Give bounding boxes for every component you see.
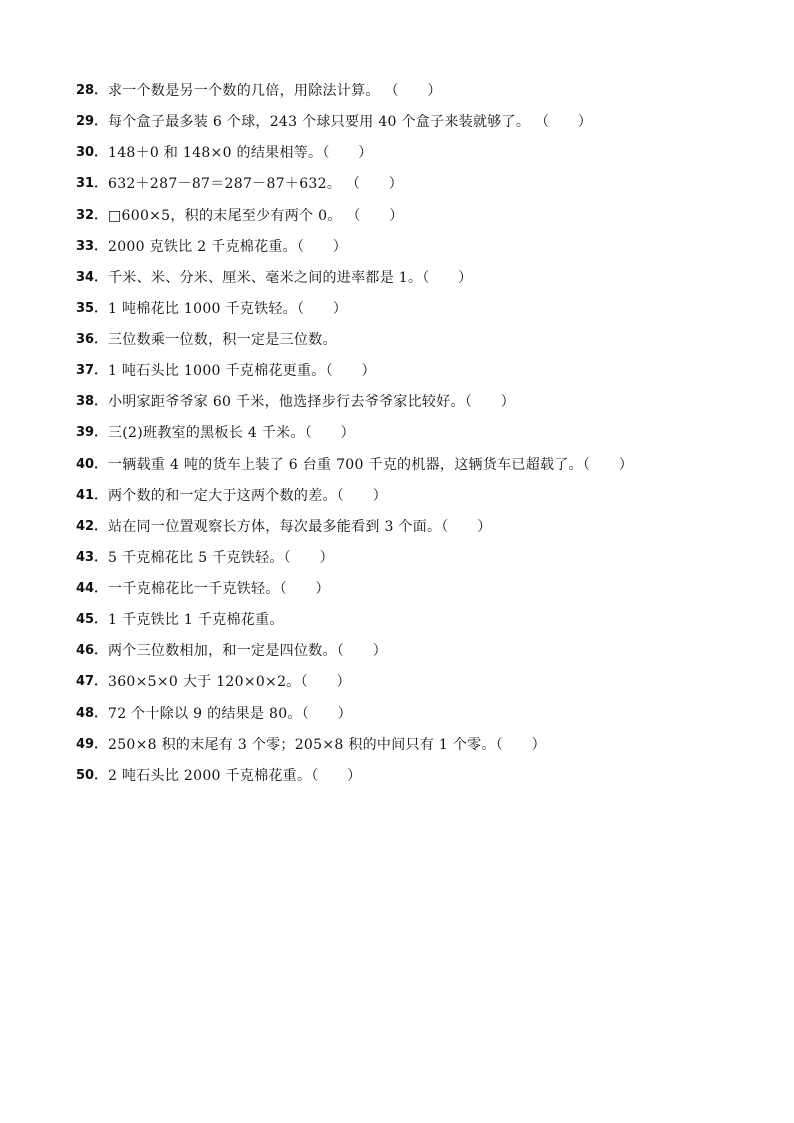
question-item bbox=[76, 141, 756, 172]
question-number: 48． bbox=[76, 705, 108, 721]
question-text: 千米、米、分米、厘米、毫米之间的进率都是 1。（ ） bbox=[108, 269, 473, 286]
question-item bbox=[76, 359, 756, 390]
question-item bbox=[76, 204, 756, 235]
question-item bbox=[76, 110, 756, 141]
question-text: 5 千克棉花比 5 千克铁轻。（ ） bbox=[108, 549, 334, 566]
question-number: 30． bbox=[76, 145, 108, 161]
question-item bbox=[76, 266, 756, 297]
question-number: 34． bbox=[76, 269, 108, 285]
question-number: 41． bbox=[76, 487, 108, 503]
question-text: 每个盒子最多装 6 个球，243 个球只要用 40 个盒子来装就够了。 （ ） bbox=[108, 114, 593, 131]
question-text: 三位数乘一位数，积一定是三位数。 bbox=[108, 332, 337, 348]
question-number: 36． bbox=[76, 332, 108, 347]
question-text: 360×5×0 大于 120×0×2。（ ） bbox=[108, 674, 351, 691]
question-text: 两个三位数相加，和一定是四位数。（ ） bbox=[108, 643, 387, 660]
question-number: 45． bbox=[76, 612, 108, 628]
question-item bbox=[76, 639, 756, 670]
question-text: 小明家距爷爷家 60 千米，他选择步行去爷爷家比较好。（ ） bbox=[108, 394, 516, 411]
question-item bbox=[76, 328, 756, 359]
question-number: 43． bbox=[76, 549, 108, 565]
question-number: 46． bbox=[76, 643, 108, 659]
question-text: 一辆载重 4 吨的货车上装了 6 台重 700 千克的机器，这辆货车已超载了。（ ） bbox=[108, 456, 634, 473]
question-item bbox=[76, 453, 756, 484]
question-number: 44． bbox=[76, 581, 108, 596]
question-text: □600×5，积的末尾至少有两个 0。 （ ） bbox=[108, 207, 404, 224]
question-text: 1 吨棉花比 1000 千克铁轻。（ ） bbox=[108, 300, 348, 317]
question-text: 两个数的和一定大于这两个数的差。（ ） bbox=[108, 487, 387, 504]
question-text: 求一个数是另一个数的几倍，用除法计算。 （ ） bbox=[108, 83, 442, 99]
question-item bbox=[76, 484, 756, 515]
question-text: 1 千克铁比 1 千克棉花重。 bbox=[108, 612, 284, 629]
question-text: 一千克棉花比一千克铁轻。（ ） bbox=[108, 581, 330, 597]
question-number: 47． bbox=[76, 674, 108, 690]
question-item bbox=[76, 297, 756, 328]
question-number: 40． bbox=[76, 456, 108, 472]
question-item bbox=[76, 702, 756, 733]
question-item bbox=[76, 79, 756, 110]
question-text: 2000 克铁比 2 千克棉花重。（ ） bbox=[108, 238, 348, 255]
question-number: 42． bbox=[76, 518, 108, 534]
question-item bbox=[76, 670, 756, 701]
question-number: 32． bbox=[76, 207, 108, 223]
question-text: 三(2)班教室的黑板长 4 千米。（ ） bbox=[108, 425, 355, 442]
question-item bbox=[76, 421, 756, 452]
question-item bbox=[76, 515, 756, 546]
question-number: 50． bbox=[76, 767, 108, 783]
question-text: 250×8 积的末尾有 3 个零；205×8 积的中间只有 1 个零。（ ） bbox=[108, 736, 546, 753]
question-number: 38． bbox=[76, 394, 108, 410]
question-number: 29． bbox=[76, 114, 108, 130]
question-text: 72 个十除以 9 的结果是 80。（ ） bbox=[108, 705, 352, 722]
question-text: 1 吨石头比 1000 千克棉花更重。（ ） bbox=[108, 363, 376, 380]
question-item bbox=[76, 764, 756, 795]
question-number: 28． bbox=[76, 83, 108, 98]
question-number: 49． bbox=[76, 736, 108, 752]
question-text: 148＋0 和 148×0 的结果相等。（ ） bbox=[108, 145, 373, 162]
question-number: 35． bbox=[76, 300, 108, 316]
question-item bbox=[76, 577, 756, 608]
question-item bbox=[76, 546, 756, 577]
question-item bbox=[76, 390, 756, 421]
question-text: 站在同一位置观察长方体，每次最多能看到 3 个面。（ ） bbox=[108, 518, 492, 535]
question-number: 33． bbox=[76, 238, 108, 254]
question-number: 37． bbox=[76, 363, 108, 379]
question-item bbox=[76, 172, 756, 203]
question-list bbox=[76, 79, 756, 795]
question-number: 31． bbox=[76, 176, 108, 192]
question-text: 632＋287－87＝287－87＋632。 （ ） bbox=[108, 176, 404, 193]
question-item bbox=[76, 733, 756, 764]
question-item bbox=[76, 608, 756, 639]
question-item bbox=[76, 235, 756, 266]
question-number: 39． bbox=[76, 425, 108, 441]
question-text: 2 吨石头比 2000 千克棉花重。（ ） bbox=[108, 767, 362, 784]
